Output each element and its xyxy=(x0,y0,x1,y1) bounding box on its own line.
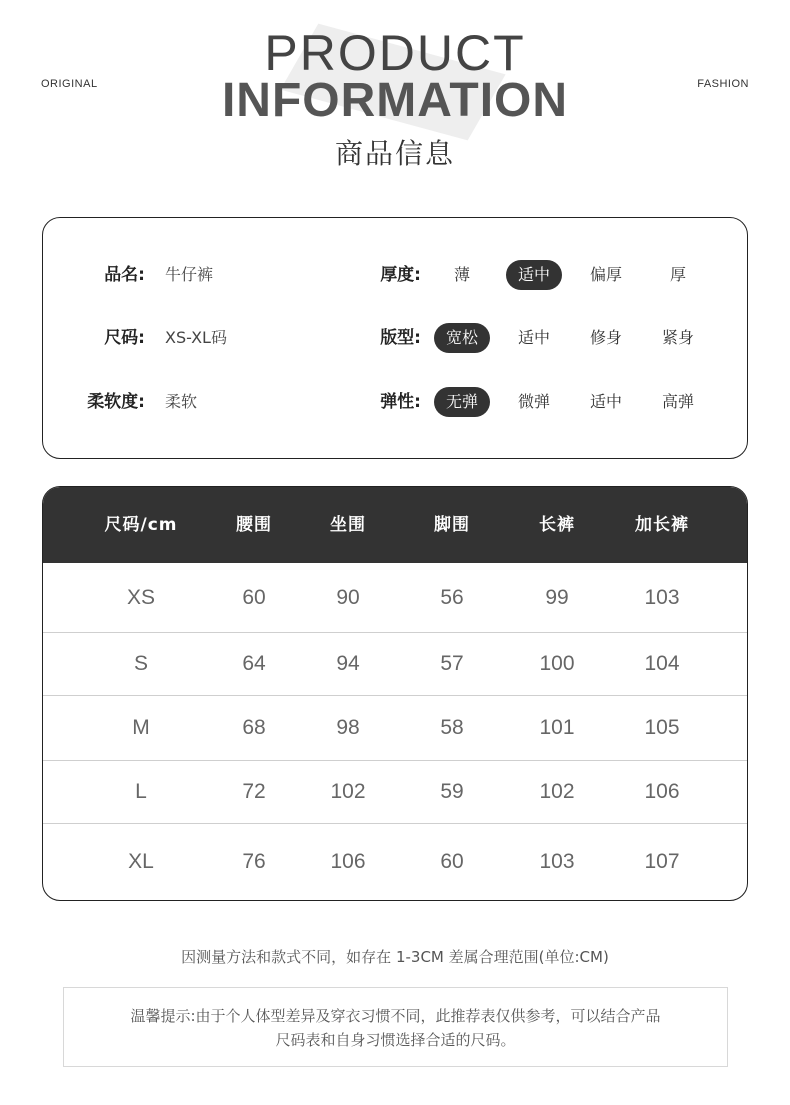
product-name-value: 牛仔裤 xyxy=(165,265,214,284)
page-title-chinese: 商品信息 xyxy=(334,137,455,170)
long-trousers-length-cell: 103 xyxy=(644,585,680,609)
softness-label: 柔软度: xyxy=(87,392,145,412)
waist-cell: 60 xyxy=(242,585,266,609)
table-row xyxy=(43,824,747,900)
leg-opening-cell: 56 xyxy=(440,585,464,609)
waist-cell: 72 xyxy=(242,780,266,803)
thickness-option: 适中 xyxy=(506,260,562,290)
product-name-label: 品名: xyxy=(104,265,145,285)
table-row xyxy=(43,696,747,761)
fit-option: 宽松 xyxy=(434,323,490,353)
elasticity-option: 适中 xyxy=(589,392,622,411)
waist-cell: 64 xyxy=(242,652,266,675)
attribute-row-3 xyxy=(43,384,747,420)
hip-cell: 94 xyxy=(336,652,360,675)
hip-cell: 102 xyxy=(330,780,366,803)
header-waist: 腰围 xyxy=(236,515,272,535)
measurement-note: 因测量方法和款式不同，如存在 1-3CM 差属合理范围(单位:CM) xyxy=(181,948,609,966)
trousers-length-cell: 103 xyxy=(539,850,575,873)
thickness-option: 厚 xyxy=(669,265,686,284)
header-trousers-length: 长裤 xyxy=(539,515,575,535)
size-chart-header-row xyxy=(43,487,747,563)
long-trousers-length-cell: 106 xyxy=(644,780,680,803)
attribute-row-2 xyxy=(43,320,747,356)
size-cell: M xyxy=(132,716,150,739)
tip-line-2: 尺码表和自身习惯选择合适的尺码。 xyxy=(275,1031,516,1049)
table-row xyxy=(43,633,747,696)
size-range-label: 尺码: xyxy=(104,328,145,348)
waist-cell: 68 xyxy=(242,716,266,739)
page-title-information: INFORMATION xyxy=(221,74,569,127)
size-range-value: XS-XL码 xyxy=(165,328,227,347)
trousers-length-cell: 102 xyxy=(539,780,575,803)
thickness-option: 偏厚 xyxy=(589,265,622,284)
leg-opening-cell: 58 xyxy=(440,716,464,739)
header-long-trousers-length: 加长裤 xyxy=(635,515,689,535)
elasticity-option: 微弹 xyxy=(517,392,550,411)
attribute-row-1 xyxy=(43,257,747,293)
long-trousers-length-cell: 107 xyxy=(644,850,680,873)
size-cell: XL xyxy=(128,850,154,873)
thickness-option: 薄 xyxy=(453,265,470,284)
tip-box xyxy=(63,987,728,1067)
leg-opening-cell: 59 xyxy=(440,780,464,803)
table-row xyxy=(43,563,747,633)
thickness-label: 厚度: xyxy=(380,265,421,285)
fit-option: 修身 xyxy=(589,328,622,347)
long-trousers-length-cell: 104 xyxy=(644,652,680,675)
waist-cell: 76 xyxy=(242,850,266,873)
leg-opening-cell: 57 xyxy=(440,652,464,675)
fit-option: 适中 xyxy=(517,328,550,347)
original-tag: ORIGINAL xyxy=(41,78,98,90)
size-chart-table xyxy=(42,486,748,901)
elasticity-option: 高弹 xyxy=(661,392,694,411)
fashion-tag: FASHION xyxy=(697,78,749,90)
tip-line-1: 温馨提示:由于个人体型差异及穿衣习惯不同，此推荐表仅供参考，可以结合产品 xyxy=(130,1007,661,1025)
hip-cell: 106 xyxy=(330,850,366,873)
fit-option: 紧身 xyxy=(661,328,694,347)
header-size: 尺码/cm xyxy=(104,515,178,535)
leg-opening-cell: 60 xyxy=(440,850,464,873)
table-row xyxy=(43,761,747,824)
elasticity-label: 弹性: xyxy=(380,392,421,412)
hip-cell: 90 xyxy=(336,585,360,609)
trousers-length-cell: 101 xyxy=(539,716,575,739)
trousers-length-cell: 100 xyxy=(539,652,575,675)
header-hip: 坐围 xyxy=(330,515,366,535)
page-title-product: PRODUCT xyxy=(264,25,526,81)
hip-cell: 98 xyxy=(336,716,360,739)
header-leg-opening: 脚围 xyxy=(434,515,470,535)
trousers-length-cell: 99 xyxy=(545,585,569,609)
size-cell: L xyxy=(135,780,147,803)
long-trousers-length-cell: 105 xyxy=(644,716,680,739)
size-cell: S xyxy=(133,652,148,675)
attribute-panel xyxy=(42,217,748,459)
softness-value: 柔软 xyxy=(165,392,198,411)
elasticity-option: 无弹 xyxy=(434,387,490,417)
size-cell: XS xyxy=(126,585,155,609)
fit-label: 版型: xyxy=(380,328,421,348)
